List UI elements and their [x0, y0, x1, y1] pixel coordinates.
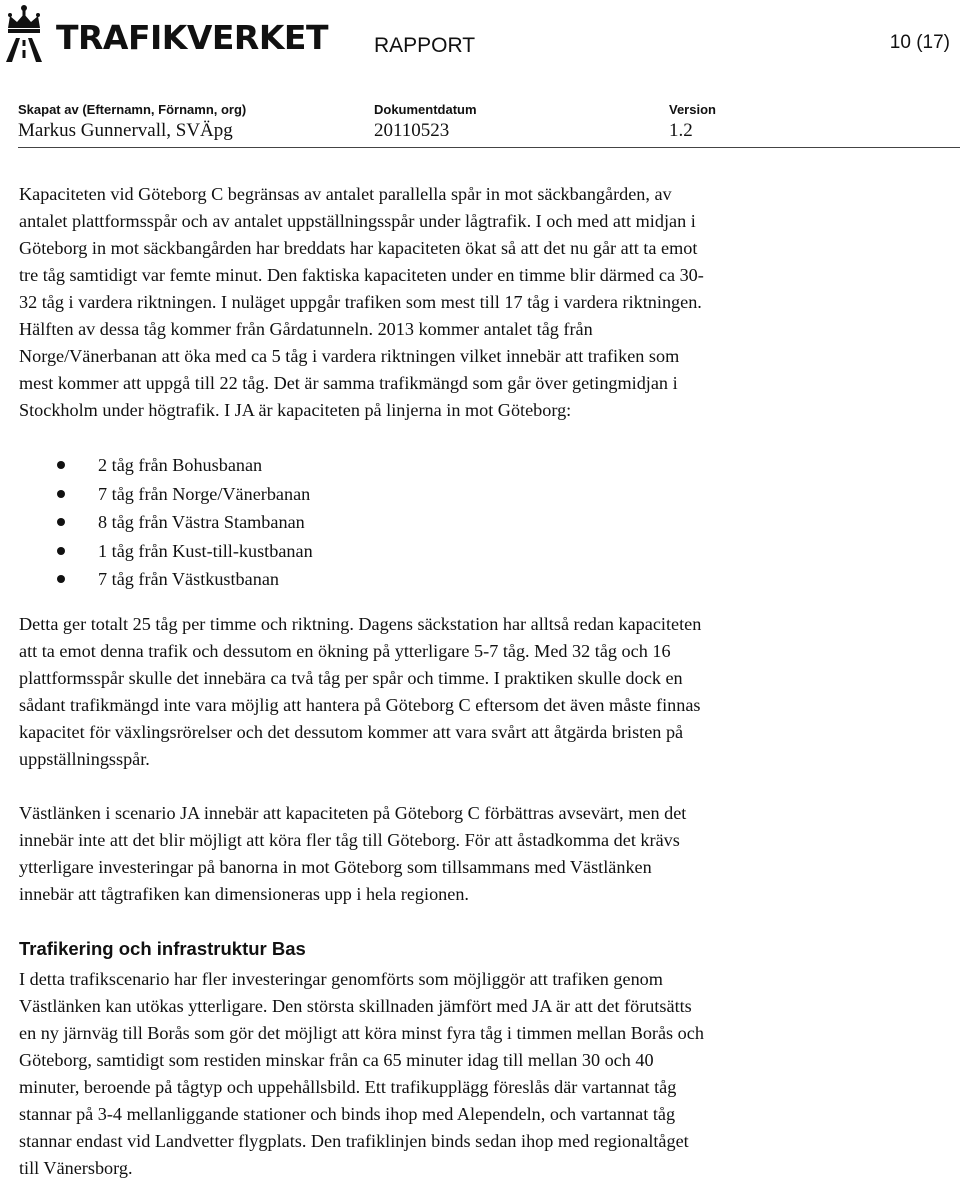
paragraph-bas: [19, 966, 949, 1182]
text-line: tre tåg samtidigt var femte minut. Den faktiska kapaciteten under en timme blir därmed ca 30-: [19, 265, 704, 285]
text-line: Stockholm under högtrafik. I JA är kapaciteten på linjerna in mot Göteborg:: [19, 400, 572, 420]
text-line: antalet plattformsspår och av antalet uppställningsspår under lågtrafik. I och med att midjan i: [19, 211, 696, 231]
trafikverket-logo: [2, 4, 328, 62]
header-divider: [18, 147, 960, 148]
text-line: sådant trafikmängd inte vara möjlig att hantera på Göteborg C eftersom det även måste finnas: [19, 694, 701, 715]
crown-icon: [2, 4, 46, 62]
text-line: uppställningsspår.: [19, 748, 150, 769]
report-title: RAPPORT: [374, 34, 476, 57]
text-line: Västlänken i scenario JA innebär att kapaciteten på Göteborg C förbättras avsevärt, men det: [19, 802, 687, 823]
version-value: 1.2: [669, 120, 693, 141]
list-item: [19, 537, 949, 566]
list-item: [19, 565, 949, 594]
date-value: 20110523: [374, 120, 450, 141]
list-item-text: 1 tåg från Kust-till-kustbanan: [98, 540, 313, 561]
page-header: [0, 0, 960, 141]
text-line: en ny järnväg till Borås som gör det möjligt att köra minst fyra tåg i timmen mellan Borås och: [19, 1022, 704, 1043]
text-line: 32 tåg i vardera riktningen. I nuläget uppgår trafiken som mest till 17 tåg i vardera riktningen.: [19, 292, 702, 312]
paragraph-vastlanken: [19, 800, 949, 908]
bullet-icon: [57, 461, 65, 469]
text-line: Norge/Vänerbanan att öka med ca 5 tåg i vardera riktningen vilket innebär att trafiken som: [19, 346, 680, 366]
section-heading: Trafikering och infrastruktur Bas: [19, 937, 306, 959]
date-label: Dokumentdatum: [374, 102, 477, 117]
text-line: Göteborg, samtidigt som restiden minskar från ca 65 minuter idag till mellan 30 och 40: [19, 1049, 654, 1070]
text-line: Västlänken kan utökas ytterligare. Den största skillnaden jämfört med JA är att det förutsätts: [19, 995, 692, 1016]
text-line: Hälften av dessa tåg kommer från Gårdatunneln. 2013 kommer antalet tåg från: [19, 319, 593, 339]
logo-text: TRAFIKVERKET: [56, 17, 328, 57]
bullet-icon: [57, 490, 65, 498]
text-line: ytterligare investeringar på banorna in mot Göteborg som tillsammans med Västlänken: [19, 856, 652, 877]
version-label: Version: [669, 102, 716, 117]
text-line: plattformsspår skulle det innebära ca två tåg per spår och timme. I praktiken skulle dock en: [19, 667, 683, 688]
created-by-label: Skapat av (Efternamn, Förnamn, org): [18, 102, 247, 117]
list-item: [19, 480, 949, 509]
bullet-icon: [57, 547, 65, 555]
paragraph-capacity: [19, 181, 949, 424]
text-line: Kapaciteten vid Göteborg C begränsas av antalet parallella spår in mot säckbangården, av: [19, 184, 672, 204]
paragraph-total: [19, 611, 949, 773]
text-line: kapacitet för växlingsrörelser och det dessutom kommer att vara svårt att åtgärda bristen på: [19, 721, 684, 742]
text-line: stannar endast vid Landvetter flygplats. Den trafiklinjen binds sedan ihop med regionaltåget: [19, 1130, 689, 1151]
document-body: [19, 181, 949, 1182]
list-item: [19, 451, 949, 480]
list-item-text: 2 tåg från Bohusbanan: [98, 455, 263, 475]
text-line: innebär att tågtrafiken kan dimensioneras upp i hela regionen.: [19, 883, 469, 904]
text-line: att ta emot denna trafik och dessutom en ökning på ytterligare 5-7 tåg. Med 32 tåg och 16: [19, 640, 671, 661]
list-item-text: 7 tåg från Västkustbanan: [98, 569, 279, 589]
bullet-icon: [57, 575, 65, 583]
text-line: I detta trafikscenario har fler investeringar genomförts som möjliggör att trafiken genom: [19, 968, 663, 989]
text-line: Göteborg in mot säckbangården har breddats har kapaciteten ökat så att det nu går att ta emot: [19, 238, 698, 258]
text-line: mest kommer att uppgå till 22 tåg. Det är samma trafikmängd som går över getingmidjan i: [19, 373, 678, 393]
created-by-value: Markus Gunnervall, SVÄpg: [18, 120, 233, 141]
text-line: innebär inte att det blir möjligt att köra fler tåg till Göteborg. För att åstadkomma det krävs: [19, 829, 680, 850]
list-item-text: 7 tåg från Norge/Vänerbanan: [98, 483, 311, 504]
list-item-text: 8 tåg från Västra Stambanan: [98, 512, 305, 532]
list-item: [19, 508, 949, 537]
text-line: minuter, beroende på tågtyp och uppehållsbild. Ett trafikupplägg föreslås där vartannat tåg: [19, 1076, 677, 1097]
bullet-icon: [57, 518, 65, 526]
text-line: stannar på 3-4 mellanliggande stationer och binds ihop med Alependeln, och vartannat tåg: [19, 1103, 676, 1124]
page-number: 10 (17): [889, 32, 950, 53]
text-line: till Vänersborg.: [19, 1157, 133, 1178]
text-line: Detta ger totalt 25 tåg per timme och riktning. Dagens säckstation har alltså redan kapaciteten: [19, 613, 702, 634]
train-list: [19, 451, 949, 594]
